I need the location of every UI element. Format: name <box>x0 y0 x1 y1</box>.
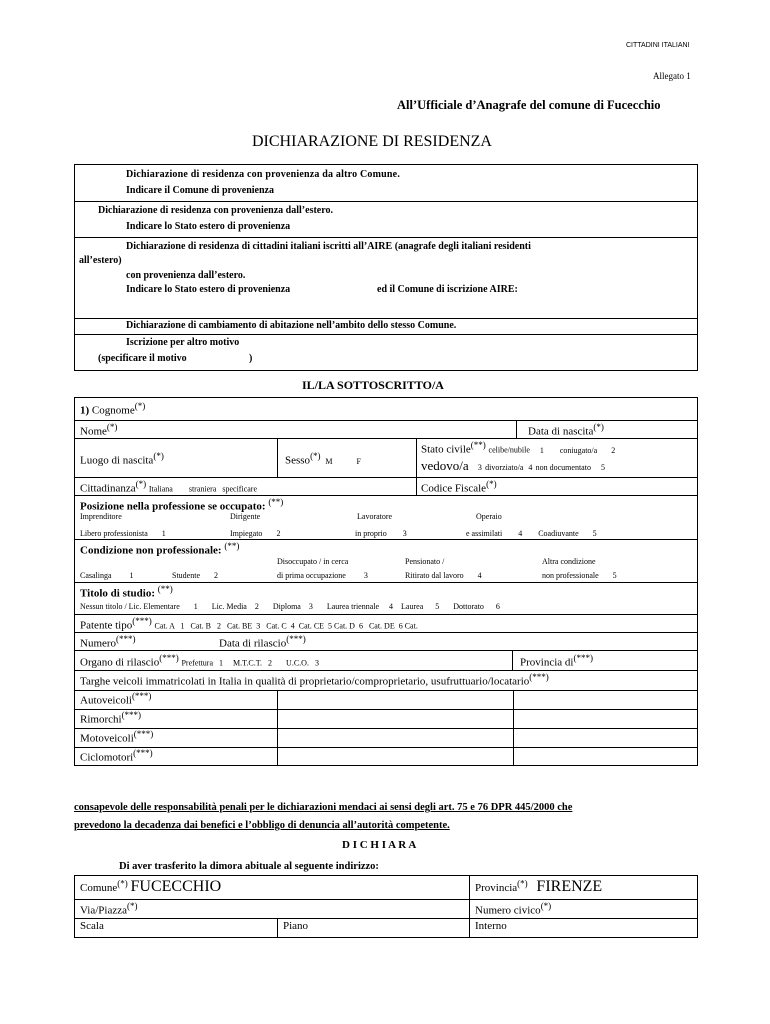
titolo-opts: Nessun titolo / Lic. Elementare 1 Lic. Media 2 Diploma 3 Laurea triennale 4 Laurea 5 Dottorato 6 <box>80 602 500 611</box>
row-line <box>74 477 698 478</box>
targhe-label: Targhe veicoli immatricolati in Italia in qualità di proprietario/comproprietario, usufruttuario/locatario(***) <box>80 672 549 688</box>
row-line <box>74 438 698 439</box>
col-line <box>513 690 514 765</box>
col-line <box>416 438 417 495</box>
libero-label: Libero professionista 1 <box>80 529 166 538</box>
page-title: DICHIARAZIONE DI RESIDENZA <box>252 133 492 150</box>
row-line <box>74 632 698 633</box>
option-text: ) <box>249 353 253 364</box>
row-line <box>74 728 698 729</box>
autoveicoli-label: Autoveicoli(***) <box>80 691 152 707</box>
row-line <box>74 582 698 583</box>
comune-value: FUCECCHIO <box>130 878 222 895</box>
altra-label2: non professionale 5 <box>542 571 617 580</box>
col-line <box>277 690 278 765</box>
patente-label: Patente tipo(***) Cat. A 1 Cat. B 2 Cat. BE 3 Cat. C 4 Cat. CE 5 Cat. D 6 Cat. DE 6 Cat. <box>80 616 418 632</box>
disoccupato-label2: di prima occupazione 3 <box>277 571 368 580</box>
table-border <box>74 875 698 876</box>
dirigente-label: Dirigente <box>230 512 261 521</box>
stato-civile-label: Stato civile(**) celibe/nubile 1 coniugato/a 2 <box>421 440 616 456</box>
row-line <box>74 495 698 496</box>
studente-label: Studente 2 <box>172 571 218 580</box>
option-text: Dichiarazione di residenza con provenienza dall’estero. <box>98 205 333 216</box>
table-border <box>74 397 698 398</box>
divider <box>74 318 698 319</box>
posizione-label: Posizione nella professione se occupato: (**) <box>80 497 284 513</box>
row-line <box>74 420 698 421</box>
ciclomotori-label: Ciclomotori(***) <box>80 748 153 764</box>
dichiara-heading: D I C H I A R A <box>342 839 417 851</box>
allegato-label: Allegato 1 <box>653 71 691 81</box>
organo-label: Organo di rilascio(***) Prefettura 1 M.T.C.T. 2 U.C.O. 3 <box>80 653 319 669</box>
cognome-label: 1) Cognome(*) <box>80 401 146 417</box>
casalinga-label: Casalinga 1 <box>80 571 134 580</box>
codice-fiscale-label: Codice Fiscale(*) <box>421 479 497 495</box>
table-border <box>74 875 75 938</box>
imprenditore-label: Imprenditore <box>80 512 122 521</box>
pensionato-label2: Ritirato dal lavoro 4 <box>405 571 482 580</box>
rimorchi-label: Rimorchi(***) <box>80 710 142 726</box>
col-line <box>469 875 470 938</box>
sesso-label: Sesso(*) M F <box>285 451 361 467</box>
table-border <box>74 765 698 766</box>
recipient-line: All’Ufficiale d’Anagrafe del comune di Fucecchio <box>397 98 661 112</box>
scala-label: Scala <box>80 920 104 932</box>
box-border <box>74 370 698 371</box>
cittadinanza-label: Cittadinanza(*) Italiana straniera specificare <box>80 479 258 495</box>
condizione-label: Condizione non professionale: (**) <box>80 541 240 557</box>
row-line <box>74 650 698 651</box>
row-line <box>74 709 698 710</box>
motoveicoli-label: Motoveicoli(***) <box>80 729 154 745</box>
col-line <box>277 438 278 477</box>
table-border <box>697 875 698 938</box>
data-nascita-label: Data di nascita(*) <box>528 422 604 438</box>
comune-label: Comune(*) FUCECCHIO <box>80 878 222 895</box>
operaio-label: Operaio <box>476 512 502 521</box>
box-border <box>697 164 698 371</box>
row-line <box>74 670 698 671</box>
row-line <box>74 539 698 540</box>
titolo-label: Titolo di studio: (**) <box>80 584 173 600</box>
impiegato-label: Impiegato 2 <box>230 529 281 538</box>
option-text: con provenienza dall’estero. <box>126 270 246 281</box>
disoccupato-label: Disoccupato / in cerca <box>277 557 349 566</box>
option-text: (specificare il motivo <box>98 353 187 364</box>
provincia-label: Provincia(*) FIRENZE <box>475 878 603 895</box>
option-text: Indicare lo Stato estero di provenienza <box>126 284 291 295</box>
data-rilascio-label: Data di rilascio(***) <box>219 634 306 650</box>
option-text: all’estero) <box>79 255 122 266</box>
provincia-value: FIRENZE <box>536 878 603 895</box>
nome-label: Nome(*) <box>80 422 118 438</box>
option-text: Indicare il Comune di provenienza <box>126 185 274 196</box>
altra-label: Altra condizione <box>542 557 596 566</box>
row-line <box>74 747 698 748</box>
row-line <box>74 918 698 919</box>
option-text: Dichiarazione di residenza con provenienza da altro Comune. <box>126 169 401 180</box>
assimilati-label: e assimilati 4 Coadiuvante 5 <box>466 529 597 538</box>
divider <box>74 334 698 335</box>
section-title: IL/LA SOTTOSCRITTO/A <box>302 378 444 392</box>
col-line <box>512 650 513 670</box>
option-text: Dichiarazione di cambiamento di abitazione nell’ambito dello stesso Comune. <box>126 320 457 331</box>
table-border <box>74 937 698 938</box>
consapevole-line2: prevedono la decadenza dai benefici e l’obbligo di denuncia all’autorità competente. <box>74 820 450 831</box>
row-line <box>74 614 698 615</box>
col-line <box>516 420 517 438</box>
provincia-di-label: Provincia di(***) <box>520 653 593 669</box>
box-border <box>74 164 75 371</box>
box-border <box>74 164 698 165</box>
option-text: Indicare lo Stato estero di provenienza <box>126 221 291 232</box>
divider <box>74 237 698 238</box>
consapevole-line1: consapevole delle responsabilità penali per le dichiarazioni mendaci ai sensi degli art. 75 e 76 DPR 445/2000 che <box>74 802 573 813</box>
numero-label: Numero(***) <box>80 634 136 650</box>
row-line <box>74 899 698 900</box>
piano-label: Piano <box>283 920 309 932</box>
stato-civile-row2: vedovo/a 3 divorziato/a 4 non documentato 5 <box>421 458 605 473</box>
header-top-label: CITTADINI ITALIANI <box>626 42 690 49</box>
in-proprio-label: in proprio 3 <box>355 529 407 538</box>
luogo-nascita-label: Luogo di nascita(*) <box>80 451 164 467</box>
row-line <box>74 690 698 691</box>
dimora-line: Di aver trasferito la dimora abituale al seguente indirizzo: <box>119 861 379 872</box>
divider <box>74 201 698 202</box>
lavoratore-label: Lavoratore <box>357 512 393 521</box>
via-label: Via/Piazza(*) <box>80 901 138 917</box>
col-line <box>277 918 278 938</box>
pensionato-label: Pensionato / <box>405 557 445 566</box>
option-text: Iscrizione per altro motivo <box>126 337 240 348</box>
option-text: ed il Comune di iscrizione AIRE: <box>377 284 518 295</box>
numero-civico-label: Numero civico(*) <box>475 901 552 917</box>
option-text: Dichiarazione di residenza di cittadini italiani iscritti all’AIRE (anagrafe degli italiani residenti <box>126 241 531 252</box>
interno-label: Interno <box>475 920 507 932</box>
